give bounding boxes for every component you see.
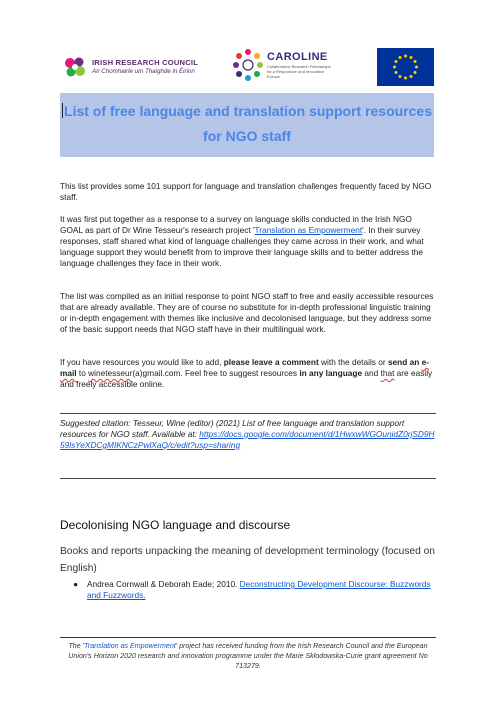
leave-comment-emphasis: please leave a comment [223,357,319,367]
eu-flag-logo [377,48,434,86]
footer-project-link[interactable]: Translation as Empowerment [84,642,176,650]
any-language-emphasis: in any language [299,367,363,378]
caroline-logo [232,48,331,82]
resource-link[interactable]: Deconstructing Development Discourse: Buzzwords and Fuzzwords. [87,579,431,600]
text-cursor [62,103,63,118]
caroline-tagline: Collaborative Research Fellowships for a Responsive and Innovative Europe [267,64,331,79]
title-line-2: for NGO staff [203,128,291,144]
citation-text: Suggested citation: Tesseur, Wine (editor) (2021) List of free language and translation support resources for NGO staff. Available at: [60,418,405,439]
intro-paragraph-2: It was first put together as a response to a survey on language skills conducted in the Irish NGO GOAL as part of Dr Wine Tesseur's research project 'Translation as Empowerment'. In their survey responses, staff shared what kind of language challenges they came across in their work, and what language support they would benefit from to improve their language skills and to better address the language challenges they face in their work. [60,214,424,268]
suggested-citation [60,418,436,451]
email-user-spellcheck[interactable]: winetesseur [88,367,133,378]
that-spellcheck[interactable]: that [380,367,395,378]
intro-paragraph-3: The list was compiled as an initial response to point NGO staff to free and easily accessible resources that are already available. They are of course no substitute for in-depth professional linguistic training or in-depth engagement with themes like inclusive and decolonised language, but they address some of the basic support needs that NGO staff have in their multilingual work. [60,291,434,334]
caroline-name: CAROLINE [267,51,328,63]
project-link[interactable]: Translation as Empowerment [254,224,363,235]
intro-paragraph-4: If you have resources you would like to add, please leave a comment with the details or send an e-mail to winetesseur(a)gmail.com. Feel free to suggest resources in any language and that are easily and freely accessible online. [60,357,433,389]
intro-paragraph-1: This list provides some 101 support for language and translation challenges frequently faced by NGO staff. [60,181,432,202]
funding-footer: The 'Translation as Empowerment' project has received funding from the Irish Research Council and the European Union's Horizon 2020 research and innovation programme under the Marie Sklodowska-Curie grant agreement No 713279. [68,642,428,671]
bullet-icon: ● [73,579,79,589]
irc-irish-name: An Chomhairle um Thaighde in Éirinn [92,68,195,75]
eu-stars-icon [377,48,434,86]
irc-emblem-icon [62,54,88,80]
citation-top-rule [60,413,436,414]
logo-bar [60,48,440,90]
irc-name: IRISH RESEARCH COUNCIL [92,58,199,67]
section-subheading: Books and reports unpacking the meaning of development terminology (focused on English) [60,546,435,574]
caroline-emblem-icon [232,48,264,82]
title-line-1: List of free language and translation support resources [64,103,432,119]
item-authors: Andrea Cornwall & Deborah Eade; 2010. [87,579,240,589]
resource-list [73,579,433,601]
email-word-spellcheck[interactable]: e-mail [60,357,429,378]
document-title[interactable] [60,93,434,157]
footer-rule [60,637,436,638]
irish-research-council-logo [62,54,198,80]
list-item [73,579,433,601]
citation-url-link[interactable]: https://docs.google.com/document/d/1HwxwWGOunidZ0rjSD9H59lsYeXDCgMIKNCzPwlXaQ/c/edit?usp=sharing [60,428,435,450]
section-heading: Decolonising NGO language and discourse [60,518,291,532]
citation-bottom-rule [60,478,436,479]
